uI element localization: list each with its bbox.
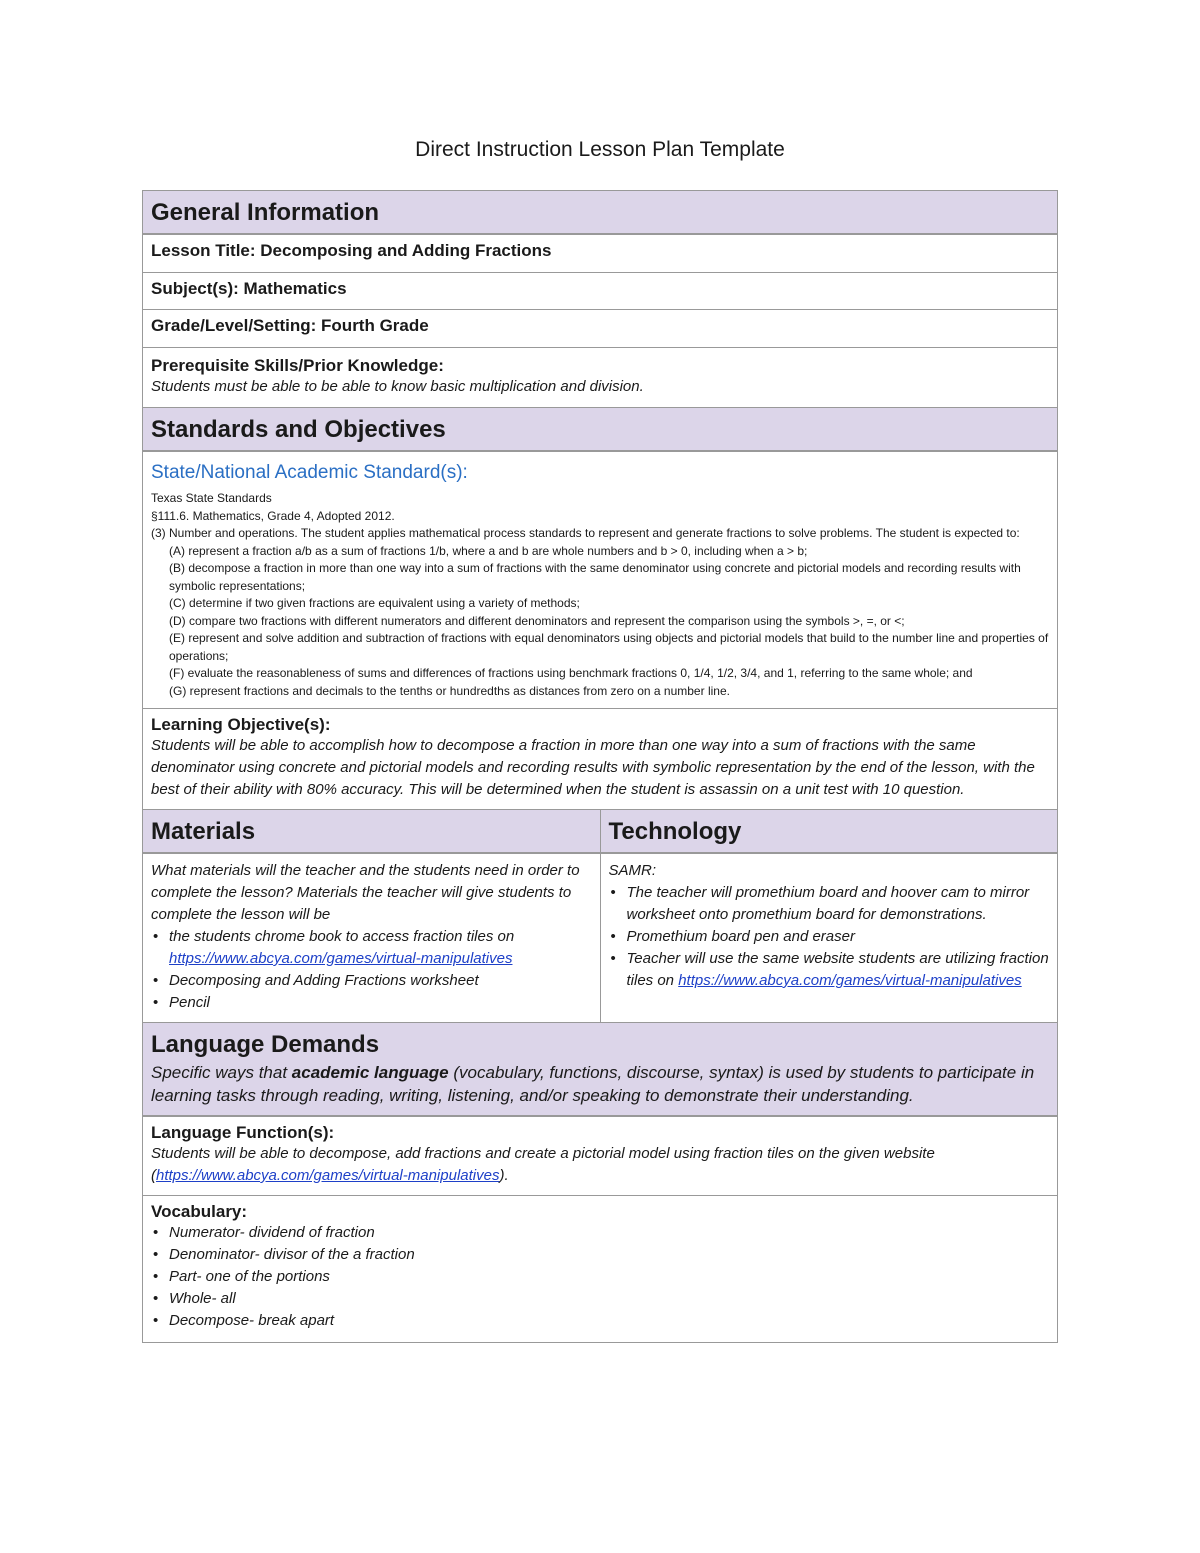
- prerequisite-label: Prerequisite Skills/Prior Knowledge:: [151, 356, 444, 375]
- vocabulary-item: • Decompose- break apart: [169, 1310, 1049, 1332]
- standard-line: (3) Number and operations. The student applies mathematical process standards to represent and generate fractions to solve problems. The student is expected to:: [151, 526, 1020, 540]
- vocabulary-item: • Whole- all: [169, 1288, 1049, 1310]
- technology-item: • Teacher will use the same website students are utilizing fraction tiles on https://www.abcya.com/games/virtual-manipulatives: [627, 948, 1050, 992]
- vocabulary-item: • Denominator- divisor of the a fraction: [169, 1244, 1049, 1266]
- language-function-section: [143, 1117, 1057, 1196]
- technology-cell: [601, 854, 1058, 1022]
- materials-item: • Decomposing and Adding Fractions worksheet: [169, 970, 592, 992]
- language-function-text: Students will be able to decompose, add fractions and create a pictorial model using fraction tiles on the given website (https://www.abcya.com/games/virtual-manipulatives).: [151, 1145, 935, 1184]
- materials-technology-row: [143, 810, 1057, 853]
- document-title: Direct Instruction Lesson Plan Template: [415, 138, 785, 161]
- technology-header: Technology: [601, 810, 1058, 852]
- language-demands-description: Specific ways that academic language (vocabulary, functions, discourse, syntax) is used by students to participate in learning tasks through reading, writing, listening, and/or speaking to demonstrate their understanding.: [151, 1063, 1035, 1105]
- subjects-field: Subject(s): Mathematics: [143, 273, 1057, 310]
- vocabulary-section: [143, 1196, 1057, 1342]
- general-information-header: General Information: [143, 191, 1057, 235]
- abcya-link[interactable]: https://www.abcya.com/games/virtual-manipulatives: [678, 972, 1022, 989]
- materials-cell: [143, 854, 601, 1022]
- language-demands-title: Language Demands: [151, 1031, 380, 1058]
- materials-item: • the students chrome book to access fraction tiles on https://www.abcya.com/games/virtual-manipulatives: [169, 926, 592, 970]
- abcya-link[interactable]: https://www.abcya.com/games/virtual-manipulatives: [156, 1167, 500, 1184]
- prerequisite-text: Students must be able to be able to know basic multiplication and division.: [151, 378, 644, 395]
- learning-objective-section: [143, 709, 1057, 810]
- vocabulary-item: • Numerator- dividend of fraction: [169, 1222, 1049, 1244]
- vocabulary-label: Vocabulary:: [151, 1202, 248, 1221]
- standard-item: (G) represent fractions and decimals to the tenths or hundredths as distances from zero on a number line.: [169, 683, 730, 698]
- academic-language-emphasis: academic language: [291, 1063, 449, 1082]
- language-function-label: Language Function(s):: [151, 1123, 335, 1142]
- learning-objective-text: Students will be able to accomplish how to decompose a fraction in more than one way into a sum of fractions with the same denominator using concrete and pictorial models and recording results with symbolic representation by the end of the lesson, with the best of their ability with 80% accuracy. This will be determined when the student is assassin on a unit test with 10 question.: [151, 737, 1035, 798]
- technology-item: • The teacher will promethium board and hoover cam to mirror worksheet onto promethium board for demonstrations.: [627, 882, 1050, 926]
- standard-item: (D) compare two fractions with different numerators and different denominators and represent the comparison using the symbols >, =, or <;: [169, 613, 905, 628]
- standards-objectives-header: Standards and Objectives: [143, 408, 1057, 452]
- technology-item: • Promethium board pen and eraser: [627, 926, 1050, 948]
- abcya-link[interactable]: https://www.abcya.com/games/virtual-manipulatives: [169, 950, 513, 967]
- standard-label: State/National Academic Standard(s):: [151, 462, 468, 483]
- prerequisite-section: [143, 348, 1057, 408]
- standard-line: §111.6. Mathematics, Grade 4, Adopted 2012.: [151, 508, 395, 523]
- standard-item: (C) determine if two given fractions are equivalent using a variety of methods;: [169, 596, 580, 610]
- standard-item: (F) evaluate the reasonableness of sums and differences of fractions using benchmark fractions 0, 1/4, 1/2, 3/4, and 1, referring to the same whole; and: [169, 666, 973, 680]
- standard-line: Texas State Standards: [151, 491, 272, 505]
- samr-label: SAMR:: [608, 862, 657, 879]
- materials-technology-content: [143, 853, 1057, 1023]
- materials-item: • Pencil: [169, 992, 592, 1014]
- standard-item: (E) represent and solve addition and subtraction of fractions with equal denominators using objects and pictorial models that build to the number line and properties of operations;: [169, 631, 1049, 663]
- standard-text: [151, 490, 1049, 700]
- grade-level-field: Grade/Level/Setting: Fourth Grade: [143, 310, 1057, 348]
- lesson-title-field: Lesson Title: Decomposing and Adding Fractions: [143, 235, 1057, 273]
- vocabulary-item: • Part- one of the portions: [169, 1266, 1049, 1288]
- standards-section: [143, 452, 1057, 709]
- materials-header: Materials: [143, 810, 601, 852]
- standard-item: (A) represent a fraction a/b as a sum of fractions 1/b, where a and b are whole numbers and b > 0, including when a > b;: [169, 543, 808, 558]
- standard-item: (B) decompose a fraction in more than one way into a sum of fractions with the same denominator using concrete and pictorial models and recording results with symbolic representations;: [169, 561, 1021, 593]
- language-demands-header: [143, 1023, 1057, 1117]
- materials-intro: What materials will the teacher and the students need in order to complete the lesson? Materials the teacher will give students to complete the lesson will be: [151, 862, 580, 923]
- lesson-plan-table: [142, 190, 1058, 1343]
- learning-objective-label: Learning Objective(s):: [151, 715, 331, 734]
